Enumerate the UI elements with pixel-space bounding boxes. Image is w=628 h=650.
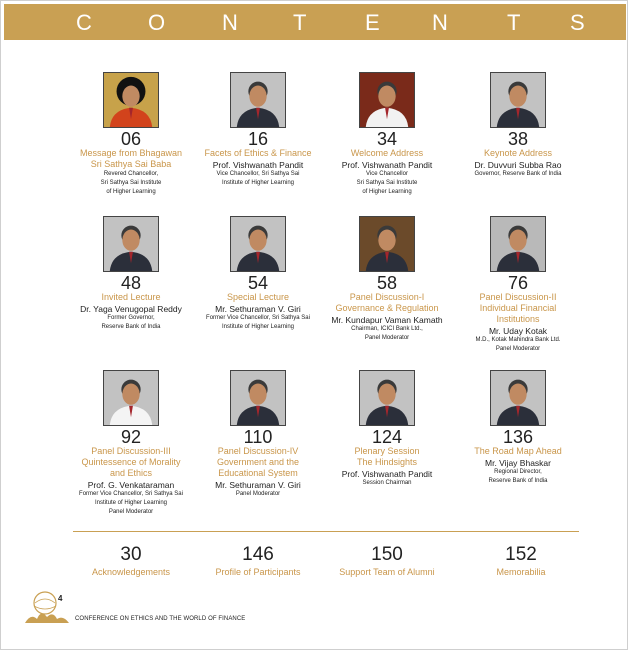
entry-title: Panel Discussion-III: [91, 446, 171, 456]
contents-entry[interactable]: [57, 72, 205, 197]
header-letter: N: [432, 10, 448, 35]
speaker-role: of Higher Learning: [106, 189, 156, 195]
entry-title: Special Lecture: [226, 292, 290, 302]
speaker-photo: [103, 216, 159, 272]
header-letter: T: [293, 10, 307, 35]
entry-page-number: 76: [507, 273, 529, 293]
entry-page-number: 136: [502, 427, 534, 447]
speaker-role: Session Chairman: [362, 480, 412, 486]
entry-title: Profile of Participants: [215, 567, 301, 577]
entry-page-number: 146: [242, 544, 274, 565]
entry-page-number: 92: [120, 427, 142, 447]
speaker-photo: [103, 72, 159, 128]
entry-page-number: 06: [120, 129, 142, 149]
speaker-name: Mr. Sethuraman V. Giri: [215, 304, 301, 314]
entry-page-number: 30: [120, 544, 142, 565]
header-letter: O: [148, 10, 166, 35]
speaker-name: Mr. Sethuraman V. Giri: [215, 480, 301, 490]
speaker-photo: [490, 370, 546, 426]
contents-entry[interactable]: [184, 370, 332, 499]
contents-entry[interactable]: [184, 72, 332, 188]
header-letter: S: [570, 10, 585, 35]
speaker-role: Former Governor,: [107, 315, 155, 321]
entry-title: Invited Lecture: [101, 292, 161, 302]
footer-title: CONFERENCE ON ETHICS AND THE WORLD OF FINANCE: [75, 616, 246, 622]
speaker-name: Mr. Vijay Bhaskar: [485, 458, 551, 468]
entry-title: Facets of Ethics & Finance: [204, 148, 312, 158]
speaker-photo: [230, 216, 286, 272]
entry-title: The Road Map Ahead: [474, 446, 562, 456]
entry-title: Plenary Session: [354, 446, 420, 456]
entry-title: Keynote Address: [483, 148, 553, 158]
entry-page-number: 110: [243, 427, 273, 447]
contents-entry[interactable]: [57, 370, 205, 517]
speaker-name: Prof. G. Venkataraman: [87, 480, 175, 490]
entry-page-number: 58: [376, 273, 398, 293]
entry-page-number: 124: [371, 427, 403, 447]
speaker-role: Institute of Higher Learning: [221, 324, 295, 330]
speaker-role: Chairman, ICICI Bank Ltd.,: [351, 326, 423, 332]
speaker-name: Dr. Yaga Venugopal Reddy: [80, 304, 182, 314]
speaker-photo: [230, 370, 286, 426]
speaker-role: Governor, Reserve Bank of India: [474, 171, 562, 177]
speaker-photo: [359, 370, 415, 426]
entry-title: Memorabilia: [496, 567, 546, 577]
entry-page-number: 34: [376, 129, 398, 149]
entry-title: Educational System: [218, 468, 298, 478]
entry-title: Institutions: [496, 314, 540, 324]
speaker-name: Prof. Vishwanath Pandit: [341, 160, 433, 170]
speaker-role: Panel Moderator: [495, 346, 541, 352]
header-letter: E: [365, 10, 380, 35]
entry-page-number: 48: [120, 273, 142, 293]
entry-title: Quintessence of Morality: [81, 457, 181, 467]
speaker-role: Panel Moderator: [108, 509, 154, 515]
speaker-name: Mr. Kundapur Vaman Kamath: [331, 315, 443, 325]
contents-entry[interactable]: [57, 216, 205, 332]
entry-title: The Hindsights: [356, 457, 418, 467]
section-divider: [73, 531, 579, 532]
entry-title: and Ethics: [109, 468, 153, 478]
entry-title: Support Team of Alumni: [339, 567, 435, 577]
entry-title: Government and the: [216, 457, 300, 467]
contents-extra-entry[interactable]: [61, 543, 201, 578]
speaker-role: Regional Director,: [494, 469, 542, 475]
speaker-role: Reserve Bank of India: [488, 478, 548, 484]
speaker-name: Dr. Duvvuri Subba Rao: [474, 160, 562, 170]
header-letter: N: [222, 10, 238, 35]
speaker-photo: [490, 216, 546, 272]
speaker-role: of Higher Learning: [362, 189, 412, 195]
speaker-photo: [490, 72, 546, 128]
speaker-role: Former Vice Chancellor, Sri Sathya Sai: [79, 491, 183, 497]
entry-title: Message from Bhagawan: [79, 148, 183, 158]
contents-entry[interactable]: [444, 72, 592, 179]
conference-logo-icon: [23, 589, 71, 629]
speaker-role: Sri Sathya Sai Institute: [356, 180, 418, 186]
entry-page-number: 54: [247, 273, 269, 293]
contents-entry[interactable]: [313, 216, 461, 343]
speaker-name: Prof. Vishwanath Pandit: [212, 160, 304, 170]
contents-header-bar: [4, 4, 626, 40]
contents-extra-entry[interactable]: [188, 543, 328, 578]
entry-page-number: 38: [507, 129, 529, 149]
contents-entry[interactable]: [313, 72, 461, 197]
speaker-role: Reserve Bank of India: [101, 324, 161, 330]
speaker-photo: [359, 216, 415, 272]
contents-entry[interactable]: [184, 216, 332, 332]
speaker-role: Institute of Higher Learning: [94, 500, 168, 506]
speaker-role: Institute of Higher Learning: [221, 180, 295, 186]
contents-extra-entry[interactable]: [317, 543, 457, 578]
entry-title: Welcome Address: [350, 148, 424, 158]
contents-entry[interactable]: [444, 216, 592, 354]
entry-title: Individual Financial: [479, 303, 557, 313]
speaker-role: Former Vice Chancellor, Sri Sathya Sai: [206, 315, 310, 321]
entry-title: Panel Discussion-II: [479, 292, 557, 302]
page-number: 4: [58, 594, 63, 603]
speaker-name: Mr. Uday Kotak: [488, 326, 548, 336]
entry-page-number: 152: [505, 544, 537, 565]
contents-heading: [4, 4, 626, 40]
contents-entry[interactable]: [444, 370, 592, 486]
entry-title: Governance & Regulation: [335, 303, 439, 313]
entry-title: Acknowledgements: [91, 567, 171, 577]
entry-page-number: 16: [247, 129, 269, 149]
speaker-role: M.D., Kotak Mahindra Bank Ltd.: [475, 337, 561, 343]
speaker-role: Vice Chancellor, Sri Sathya Sai: [216, 171, 300, 177]
header-letter: T: [507, 10, 521, 35]
speaker-photo: [359, 72, 415, 128]
contents-entry[interactable]: [313, 370, 461, 488]
contents-extra-entry[interactable]: [451, 543, 591, 578]
speaker-role: Panel Moderator: [364, 335, 410, 341]
entry-page-number: 150: [371, 544, 403, 565]
header-letter: C: [76, 10, 92, 35]
entry-title: Panel Discussion-I: [349, 292, 425, 302]
speaker-name: Prof. Vishwanath Pandit: [341, 469, 433, 479]
entry-title: Sri Sathya Sai Baba: [90, 159, 172, 169]
speaker-role: Revered Chancellor,: [103, 171, 159, 177]
speaker-role: Vice Chancellor: [366, 171, 408, 177]
entry-title: Panel Discussion-IV: [217, 446, 299, 456]
speaker-photo: [230, 72, 286, 128]
speaker-role: Panel Moderator: [235, 491, 281, 497]
speaker-role: Sri Sathya Sai Institute: [100, 180, 162, 186]
speaker-photo: [103, 370, 159, 426]
